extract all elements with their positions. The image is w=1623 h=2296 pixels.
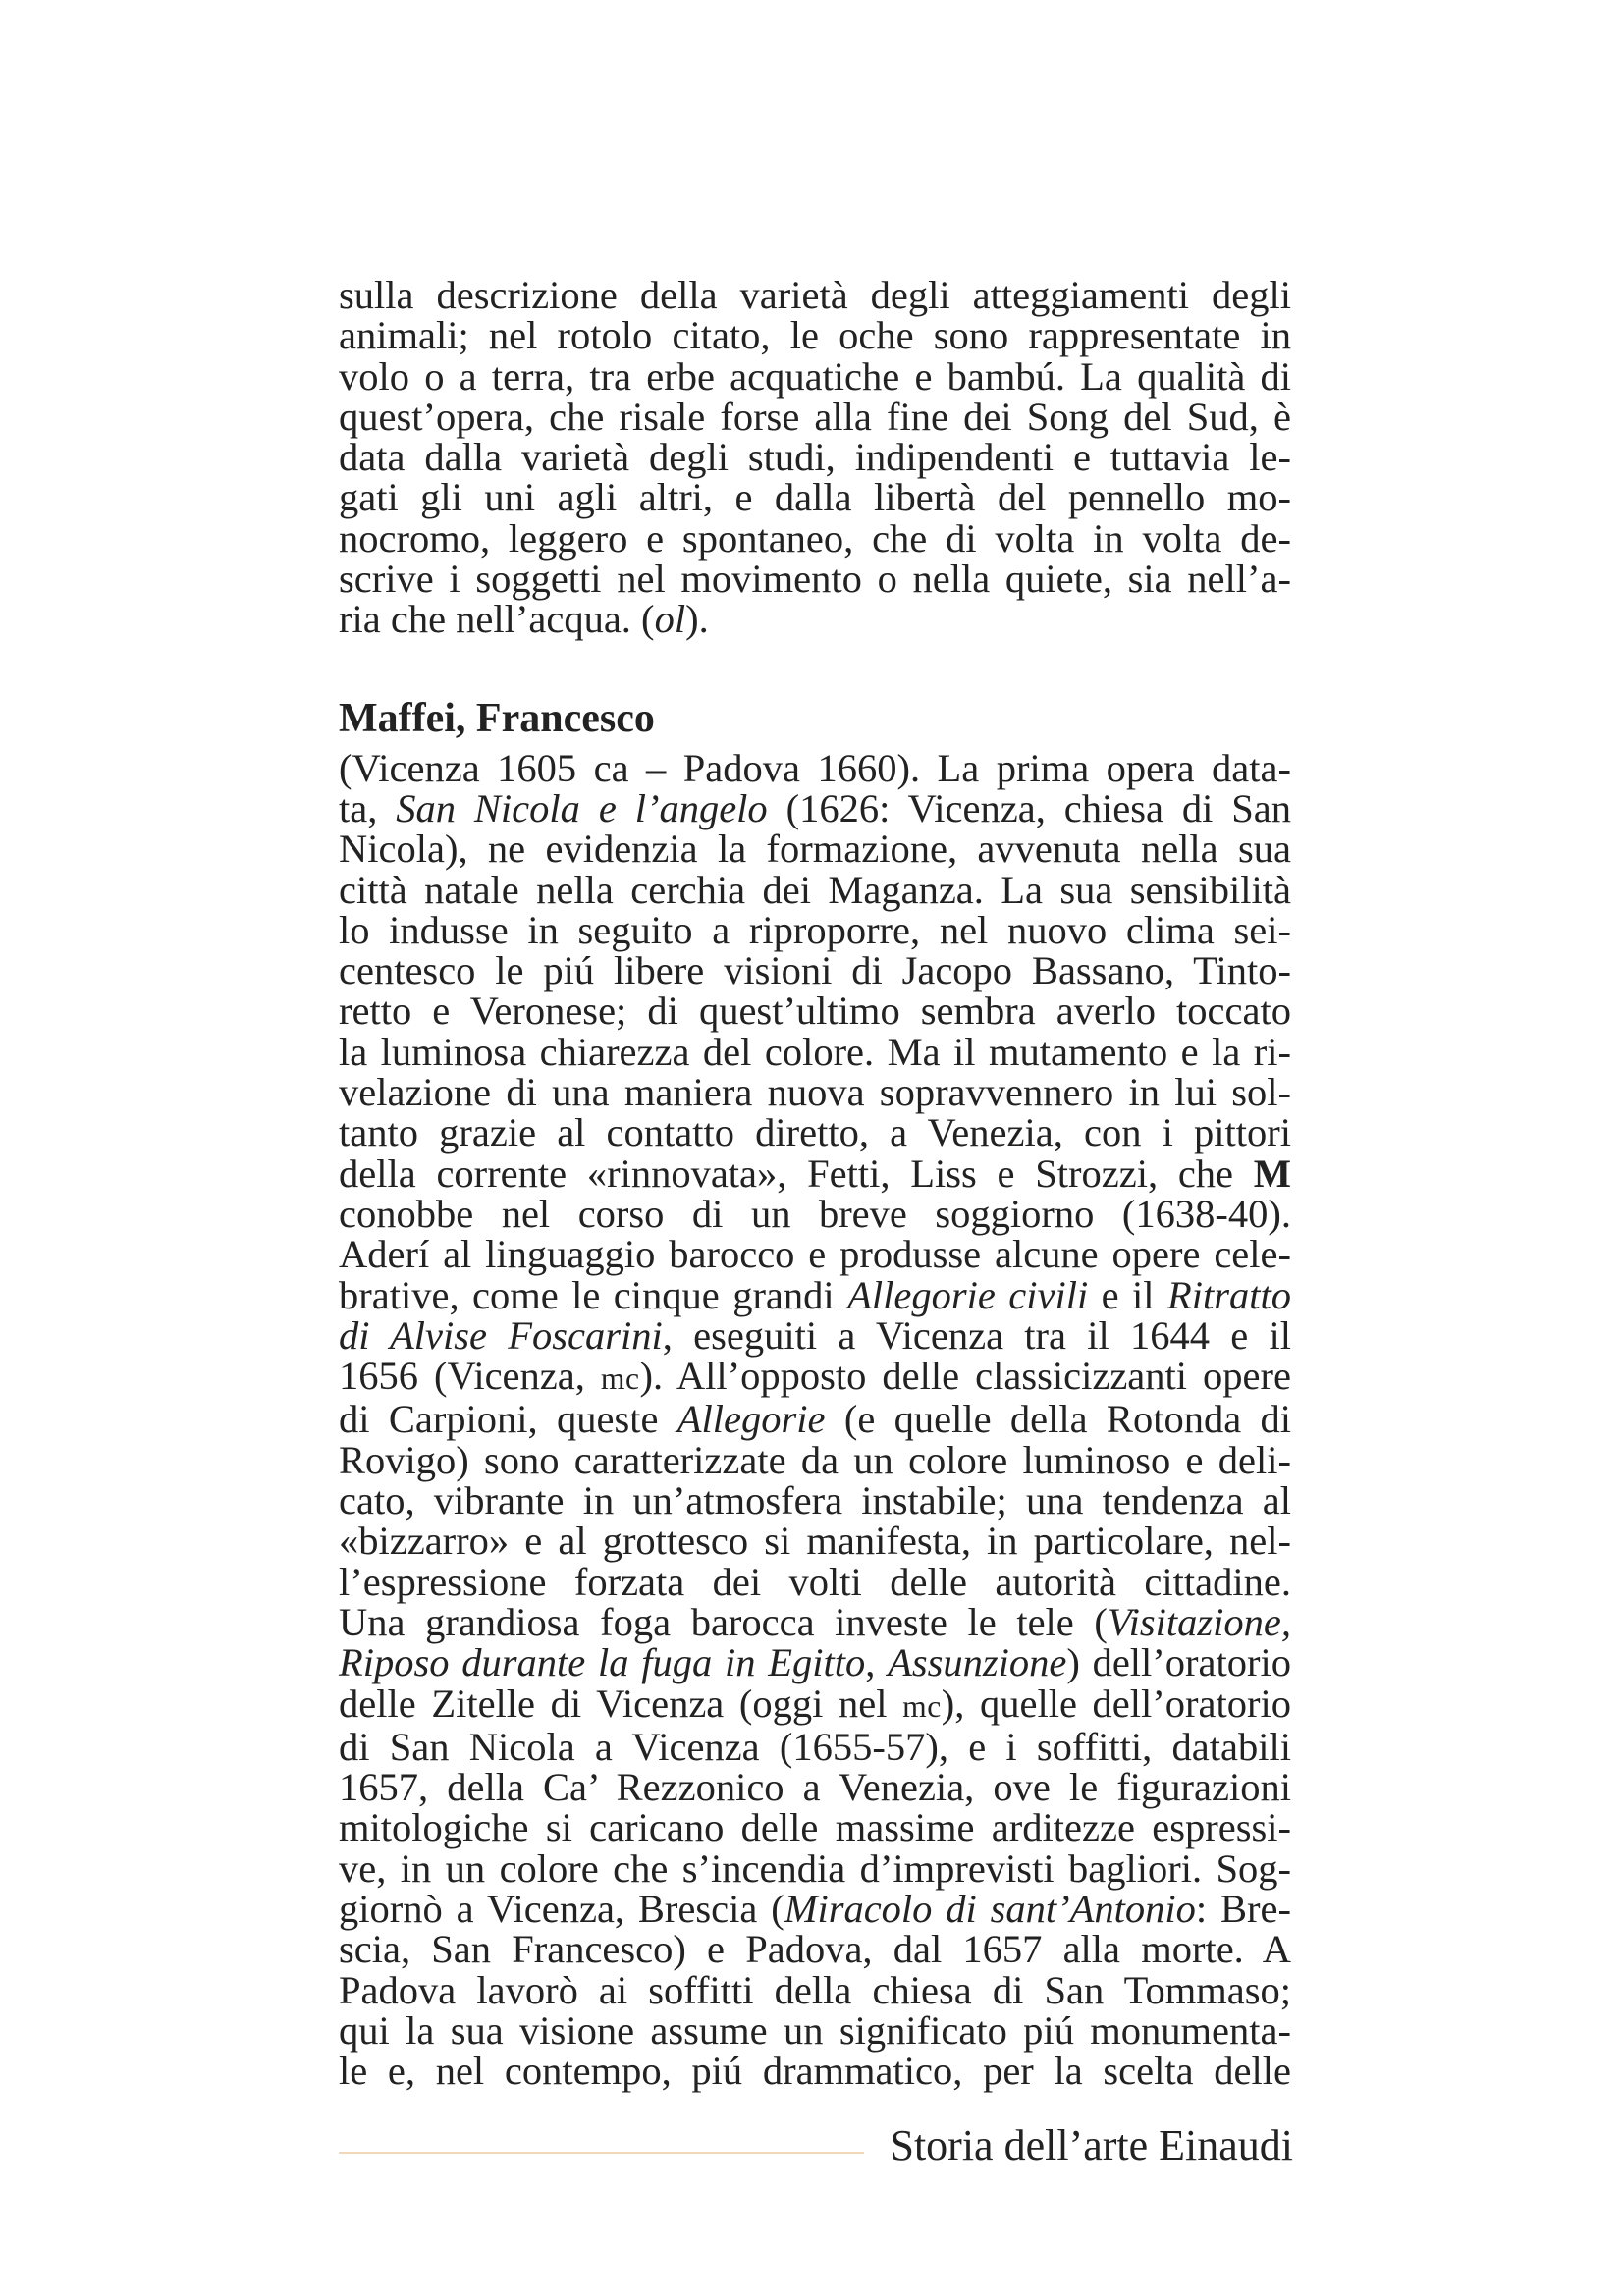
text-line: giornò a Vicenza, Brescia (Miracolo di sant’Antonio: Bre-	[339, 1886, 1291, 1931]
text-line: ria che nell’acqua. (ol).	[339, 597, 709, 642]
text-line: l’espressione forzata dei volti delle autorità cittadine.	[339, 1559, 1291, 1604]
artwork-title: Riposo durante la fuga in Egitto	[339, 1640, 866, 1685]
text-line: delle Zitelle di Vicenza (oggi nel mc), quelle dell’oratorio	[339, 1681, 1291, 1726]
artwork-title: San Nicola e l’angelo	[396, 785, 768, 830]
artwork-title: Allegorie civili	[847, 1272, 1089, 1317]
text-line: «bizzarro» e al grottesco si manifesta, in particolare, nel-	[339, 1519, 1291, 1564]
page-footer	[339, 2120, 1293, 2179]
footer-title: Storia dell’arte Einaudi	[890, 2121, 1293, 2169]
text-line: velazione di una maniera nuova sopravvennero in lui sol-	[339, 1070, 1291, 1115]
artwork-title: di Alvise Foscarini	[339, 1312, 663, 1358]
text-line: nocromo, leggero e spontaneo, che di volta in volta de-	[339, 515, 1291, 561]
text-line: di Carpioni, queste Allegorie (e quelle della Rotonda di	[339, 1397, 1291, 1442]
author-initials: ol	[654, 597, 686, 642]
artwork-title: Ritratto	[1167, 1272, 1292, 1317]
text-line: brative, come le cinque grandi Allegorie civili e il Ritratto	[339, 1272, 1292, 1317]
text-line: conobbe nel corso di un breve soggiorno (1638-40).	[339, 1191, 1291, 1236]
text-line: città natale nella cerchia dei Maganza. La sua sensibilità	[339, 867, 1291, 912]
text-line: cato, vibrante in un’atmosfera instabile; una tendenza al	[339, 1478, 1291, 1523]
text-line: Aderí al linguaggio barocco e produsse alcune opere cele-	[339, 1232, 1291, 1277]
text-line: Riposo durante la fuga in Egitto, Assunzione) dell’oratorio	[339, 1640, 1291, 1685]
text-line: 1656 (Vicenza, mc). All’opposto delle classicizzanti opere	[339, 1354, 1291, 1399]
text-line: 1657, della Ca’ Rezzonico a Venezia, ove le figurazioni	[339, 1765, 1291, 1810]
entry-title: Maffei, Francesco	[339, 695, 655, 741]
text-line: qui la sua visione assume un significato piú monumenta-	[339, 2007, 1291, 2053]
text-line: gati gli uni agli altri, e dalla libertà del pennello mo-	[339, 475, 1291, 520]
text-line: data dalla varietà degli studi, indipendenti e tuttavia le-	[339, 435, 1291, 480]
text-line: quest’opera, che risale forse alla fine dei Song del Sud, è	[339, 394, 1291, 439]
museum-abbrev: mc	[600, 1362, 640, 1397]
text-line: Rovigo) sono caratterizzate da un colore luminoso e deli-	[339, 1437, 1291, 1482]
artwork-title: Assunzione	[888, 1640, 1067, 1685]
text-line: animali; nel rotolo citato, le oche sono rappresentate in	[339, 313, 1291, 358]
text-line: lo indusse in seguito a riproporre, nel nuovo clima sei-	[339, 907, 1291, 952]
artwork-title: Miracolo di sant’Antonio	[784, 1886, 1196, 1931]
text-line: di Alvise Foscarini, eseguiti a Vicenza tra il 1644 e il	[339, 1312, 1292, 1358]
text-line: centesco le piú libere visioni di Jacopo Bassano, Tinto-	[339, 948, 1291, 993]
text-line: mitologiche si caricano delle massime arditezze espressi-	[339, 1805, 1291, 1850]
text-line: sulla descrizione della varietà degli atteggiamenti degli	[339, 273, 1291, 317]
text-line: scrive i soggetti nel movimento o nella quiete, sia nell’a-	[339, 557, 1291, 602]
museum-abbrev: mc	[902, 1688, 942, 1724]
text-line: scia, San Francesco) e Padova, dal 1657 alla morte. A	[339, 1927, 1291, 1972]
page-body	[339, 273, 1292, 2094]
text-line: la luminosa chiarezza del colore. Ma il mutamento e la ri-	[339, 1029, 1291, 1074]
text-line: Una grandiosa foga barocca investe le tele (Visitazione,	[339, 1599, 1291, 1644]
text-line: della corrente «rinnovata», Fetti, Liss e Strozzi, che M	[339, 1150, 1291, 1196]
text-line: retto e Veronese; di quest’ultimo sembra averlo toccato	[339, 988, 1291, 1034]
text-line: le e, nel contempo, piú drammatico, per la scelta delle	[339, 2049, 1291, 2094]
artwork-title: Allegorie	[676, 1397, 826, 1442]
text-line: (Vicenza 1605 ca – Padova 1660). La prima opera data-	[339, 745, 1291, 790]
text-line: ta, San Nicola e l’angelo (1626: Vicenza, chiesa di San	[339, 785, 1291, 830]
text-line: Padova lavorò ai soffitti della chiesa di San Tommaso;	[339, 1967, 1291, 2012]
text-line: ve, in un colore che s’incendia d’imprevisti bagliori. Sog-	[339, 1845, 1291, 1891]
text-line: tanto grazie al contatto diretto, a Venezia, con i pittori	[339, 1110, 1291, 1155]
footer-rule	[339, 2152, 864, 2154]
artist-abbrev: M	[1253, 1150, 1291, 1196]
text-line: Nicola), ne evidenzia la formazione, avvenuta nella sua	[339, 827, 1291, 872]
intro-paragraph	[339, 275, 1291, 640]
entry-paragraph	[339, 745, 1292, 2094]
text-line: di San Nicola a Vicenza (1655-57), e i soffitti, databili	[339, 1724, 1291, 1769]
text-line: volo o a terra, tra erbe acquatiche e bambú. La qualità di	[339, 353, 1291, 399]
artwork-title: Visitazione,	[1107, 1599, 1291, 1644]
